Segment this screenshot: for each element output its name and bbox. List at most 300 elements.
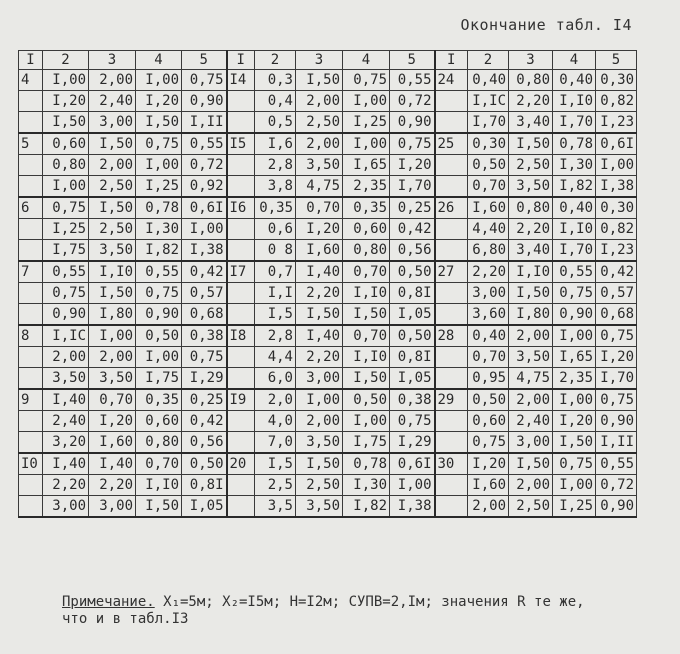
table-row [19, 453, 637, 475]
value-cell: 2,00 [509, 325, 553, 347]
table-row [19, 219, 637, 240]
value-cell: 0,70 [343, 261, 390, 283]
value-cell: I,00 [89, 325, 136, 347]
value-cell: I,20 [390, 155, 435, 176]
value-cell: 0,6 [255, 219, 296, 240]
row-number-cell [435, 432, 468, 454]
row-number-cell: 8 [19, 325, 43, 347]
value-cell: I,20 [553, 411, 596, 432]
value-cell: 0,55 [553, 261, 596, 283]
value-cell: I,82 [136, 240, 182, 262]
value-cell: 0,75 [43, 283, 89, 304]
value-cell: I,00 [390, 475, 435, 496]
value-cell: 2,00 [296, 133, 343, 155]
value-cell: 0,35 [136, 389, 182, 411]
value-cell: 0,60 [468, 411, 509, 432]
value-cell: 0,55 [596, 453, 637, 475]
value-cell: 0,4 [255, 91, 296, 112]
value-cell: 0,30 [596, 70, 637, 91]
value-cell: 0,78 [553, 133, 596, 155]
table-row [19, 347, 637, 368]
value-cell: I,23 [596, 240, 637, 262]
value-cell: 2,00 [468, 496, 509, 518]
value-cell: 0,6I [390, 453, 435, 475]
row-number-cell: I6 [227, 197, 255, 219]
value-cell: I,50 [89, 283, 136, 304]
value-cell: 4,0 [255, 411, 296, 432]
value-cell: 7,0 [255, 432, 296, 454]
value-cell: I,50 [43, 112, 89, 134]
value-cell: 0,57 [182, 283, 227, 304]
value-cell: 0,60 [136, 411, 182, 432]
table-row [19, 112, 637, 134]
value-cell: 2,0 [255, 389, 296, 411]
value-cell: I,30 [343, 475, 390, 496]
row-number-cell: 4 [19, 70, 43, 91]
header-row [19, 51, 637, 70]
value-cell: 2,20 [468, 261, 509, 283]
value-cell: I,5 [255, 304, 296, 326]
value-cell: 2,20 [509, 219, 553, 240]
value-cell: 0,72 [596, 475, 637, 496]
value-cell: 3,5 [255, 496, 296, 518]
row-number-cell: 6 [19, 197, 43, 219]
value-cell: 0,90 [136, 304, 182, 326]
value-cell: I,70 [390, 176, 435, 198]
value-cell: I,20 [468, 453, 509, 475]
value-cell: I,I0 [509, 261, 553, 283]
value-cell: I,40 [43, 453, 89, 475]
value-cell: I,50 [553, 432, 596, 454]
table-row [19, 91, 637, 112]
column-header: I [19, 51, 43, 70]
row-number-cell [19, 155, 43, 176]
row-number-cell [19, 304, 43, 326]
value-cell: 0,90 [182, 91, 227, 112]
value-cell: 0,30 [596, 197, 637, 219]
row-number-cell [227, 155, 255, 176]
value-cell: I,50 [296, 70, 343, 91]
value-cell: 0,72 [390, 91, 435, 112]
table-row [19, 325, 637, 347]
value-cell: 3,60 [468, 304, 509, 326]
value-cell: I,29 [390, 432, 435, 454]
footnote-line-2: что и в табл.I3 [62, 611, 189, 627]
value-cell: 0,35 [343, 197, 390, 219]
value-cell: I,25 [136, 176, 182, 198]
row-number-cell [435, 240, 468, 262]
value-cell: I,50 [343, 368, 390, 390]
value-cell: 0,82 [596, 91, 637, 112]
value-cell: I,82 [343, 496, 390, 518]
value-cell: 0,92 [182, 176, 227, 198]
row-number-cell [435, 411, 468, 432]
value-cell: 0,78 [136, 197, 182, 219]
value-cell: 2,20 [43, 475, 89, 496]
value-cell: 0,25 [182, 389, 227, 411]
value-cell: 0,60 [43, 133, 89, 155]
value-cell: 0,7 [255, 261, 296, 283]
value-cell: 0,3 [255, 70, 296, 91]
column-header: 3 [509, 51, 553, 70]
value-cell: 0,40 [468, 70, 509, 91]
value-cell: 3,50 [296, 155, 343, 176]
value-cell: 0,78 [343, 453, 390, 475]
value-cell: I,60 [468, 197, 509, 219]
value-cell: 0,80 [509, 70, 553, 91]
value-cell: I,25 [553, 496, 596, 518]
column-header: 3 [296, 51, 343, 70]
row-number-cell: 27 [435, 261, 468, 283]
column-header: 4 [136, 51, 182, 70]
row-number-cell [227, 347, 255, 368]
row-number-cell [435, 91, 468, 112]
value-cell: I,50 [509, 133, 553, 155]
value-cell: I,60 [468, 475, 509, 496]
row-number-cell: I5 [227, 133, 255, 155]
value-cell: I,05 [390, 304, 435, 326]
value-cell: I,5 [255, 453, 296, 475]
row-number-cell [435, 283, 468, 304]
value-cell: I,00 [136, 70, 182, 91]
row-number-cell [19, 347, 43, 368]
value-cell: 0,57 [596, 283, 637, 304]
value-cell: 0,95 [468, 368, 509, 390]
value-cell: I,00 [596, 155, 637, 176]
value-cell: 0,42 [182, 261, 227, 283]
value-cell: 0,55 [136, 261, 182, 283]
value-cell: I,38 [182, 240, 227, 262]
row-number-cell [227, 176, 255, 198]
value-cell: I,20 [136, 91, 182, 112]
table-row [19, 411, 637, 432]
value-cell: 0,56 [182, 432, 227, 454]
row-number-cell: 5 [19, 133, 43, 155]
value-cell: 2,40 [43, 411, 89, 432]
value-cell: 0 8 [255, 240, 296, 262]
value-cell: 0,75 [553, 453, 596, 475]
row-number-cell [435, 112, 468, 134]
value-cell: I,60 [296, 240, 343, 262]
value-cell: I,20 [296, 219, 343, 240]
row-number-cell [227, 475, 255, 496]
value-cell: 3,8 [255, 176, 296, 198]
value-cell: 0,75 [596, 389, 637, 411]
table-row [19, 70, 637, 91]
value-cell: I,70 [468, 112, 509, 134]
value-cell: I,75 [343, 432, 390, 454]
table-row [19, 197, 637, 219]
row-number-cell [435, 304, 468, 326]
value-cell: I,50 [509, 453, 553, 475]
row-number-cell [19, 432, 43, 454]
value-cell: I,23 [596, 112, 637, 134]
value-cell: I,IC [468, 91, 509, 112]
row-number-cell [19, 112, 43, 134]
value-cell: I,40 [296, 325, 343, 347]
column-header: 5 [596, 51, 637, 70]
value-cell: 0,75 [468, 432, 509, 454]
value-cell: 2,50 [509, 496, 553, 518]
value-cell: 0,80 [343, 240, 390, 262]
value-cell: I,I [255, 283, 296, 304]
value-cell: I,00 [136, 347, 182, 368]
value-cell: 0,56 [390, 240, 435, 262]
table-row [19, 176, 637, 198]
value-cell: 2,00 [89, 347, 136, 368]
value-cell: I,00 [343, 91, 390, 112]
value-cell: I,I0 [136, 475, 182, 496]
value-cell: 0,75 [390, 411, 435, 432]
value-cell: 3,00 [296, 368, 343, 390]
value-cell: 2,00 [89, 70, 136, 91]
value-cell: I,II [596, 432, 637, 454]
value-cell: 4,75 [296, 176, 343, 198]
value-cell: 0,70 [343, 325, 390, 347]
row-number-cell: I9 [227, 389, 255, 411]
value-cell: 0,50 [182, 453, 227, 475]
value-cell: 0,68 [182, 304, 227, 326]
value-cell: I,I0 [343, 283, 390, 304]
value-cell: 2,8 [255, 155, 296, 176]
table-caption: Окончание табл. I4 [460, 16, 632, 34]
row-number-cell [19, 176, 43, 198]
value-cell: 0,38 [182, 325, 227, 347]
value-cell: 0,75 [43, 197, 89, 219]
value-cell: I,60 [89, 432, 136, 454]
value-cell: I,25 [343, 112, 390, 134]
column-header: 4 [553, 51, 596, 70]
row-number-cell: I4 [227, 70, 255, 91]
value-cell: 0,50 [468, 155, 509, 176]
value-cell: 0,68 [596, 304, 637, 326]
row-number-cell [435, 155, 468, 176]
row-number-cell [227, 432, 255, 454]
table-row [19, 155, 637, 176]
value-cell: 2,40 [509, 411, 553, 432]
value-cell: I,70 [553, 240, 596, 262]
value-cell: I,20 [596, 347, 637, 368]
value-cell: I,20 [43, 91, 89, 112]
value-cell: 0,90 [596, 411, 637, 432]
value-cell: 0,25 [390, 197, 435, 219]
value-cell: I,75 [136, 368, 182, 390]
value-cell: 0,42 [390, 219, 435, 240]
value-cell: 2,50 [89, 176, 136, 198]
value-cell: 0,40 [468, 325, 509, 347]
value-cell: 3,50 [89, 368, 136, 390]
value-cell: 0,90 [596, 496, 637, 518]
value-cell: 3,00 [89, 496, 136, 518]
column-header: 2 [43, 51, 89, 70]
value-cell: 2,00 [509, 389, 553, 411]
table-row [19, 304, 637, 326]
row-number-cell [435, 496, 468, 518]
column-header: I [227, 51, 255, 70]
table-row [19, 133, 637, 155]
row-number-cell: 25 [435, 133, 468, 155]
row-number-cell: 9 [19, 389, 43, 411]
value-cell: 2,20 [89, 475, 136, 496]
value-cell: I,38 [390, 496, 435, 518]
footnote-line-1: X₁=5м; X₂=I5м; H=I2м; СУПВ=2,Iм; значения R те же, [154, 594, 585, 610]
value-cell: 3,00 [43, 496, 89, 518]
row-number-cell [227, 112, 255, 134]
value-cell: 4,40 [468, 219, 509, 240]
value-cell: 3,00 [89, 112, 136, 134]
row-number-cell [227, 304, 255, 326]
column-header: 2 [255, 51, 296, 70]
row-number-cell [19, 283, 43, 304]
value-cell: 3,00 [509, 432, 553, 454]
value-cell: 0,40 [553, 70, 596, 91]
value-cell: 0,50 [390, 261, 435, 283]
row-number-cell [227, 411, 255, 432]
row-number-cell [227, 219, 255, 240]
value-cell: 0,90 [390, 112, 435, 134]
value-cell: I,I0 [553, 91, 596, 112]
row-number-cell [19, 475, 43, 496]
row-number-cell: 7 [19, 261, 43, 283]
value-cell: 3,50 [509, 176, 553, 198]
value-cell: 0,80 [509, 197, 553, 219]
row-number-cell [435, 176, 468, 198]
value-cell: I,30 [553, 155, 596, 176]
value-cell: 0,5 [255, 112, 296, 134]
value-cell: I,30 [136, 219, 182, 240]
value-cell: I,40 [89, 453, 136, 475]
value-cell: 0,35 [255, 197, 296, 219]
value-cell: 2,35 [553, 368, 596, 390]
value-cell: 0,75 [553, 283, 596, 304]
table-row [19, 475, 637, 496]
value-cell: 0,70 [468, 176, 509, 198]
value-cell: 3,50 [43, 368, 89, 390]
value-cell: I,80 [509, 304, 553, 326]
value-cell: I,I0 [343, 347, 390, 368]
value-cell: I,80 [89, 304, 136, 326]
value-cell: 4,4 [255, 347, 296, 368]
row-number-cell: 30 [435, 453, 468, 475]
value-cell: 3,40 [509, 240, 553, 262]
row-number-cell: I8 [227, 325, 255, 347]
value-cell: 2,00 [296, 411, 343, 432]
value-cell: 2,20 [296, 283, 343, 304]
value-cell: I,00 [182, 219, 227, 240]
value-cell: I,29 [182, 368, 227, 390]
value-cell: I,50 [296, 304, 343, 326]
table-row [19, 432, 637, 454]
value-cell: 0,70 [136, 453, 182, 475]
column-header: 2 [468, 51, 509, 70]
value-cell: I,50 [343, 304, 390, 326]
value-cell: I,05 [390, 368, 435, 390]
value-cell: 6,80 [468, 240, 509, 262]
value-cell: I,50 [136, 496, 182, 518]
column-header: 3 [89, 51, 136, 70]
value-cell: 0,70 [468, 347, 509, 368]
value-cell: I,00 [343, 411, 390, 432]
value-cell: 0,75 [596, 325, 637, 347]
table-row [19, 240, 637, 262]
value-cell: I,70 [553, 112, 596, 134]
value-cell: I,38 [596, 176, 637, 198]
value-cell: 2,00 [509, 475, 553, 496]
value-cell: 3,20 [43, 432, 89, 454]
value-cell: 0,90 [43, 304, 89, 326]
value-cell: 2,50 [296, 475, 343, 496]
value-cell: 3,50 [509, 347, 553, 368]
table-row [19, 496, 637, 518]
row-number-cell: 28 [435, 325, 468, 347]
value-cell: I,00 [553, 325, 596, 347]
value-cell: 3,00 [468, 283, 509, 304]
table-row [19, 389, 637, 411]
value-cell: 4,75 [509, 368, 553, 390]
value-cell: 0,50 [390, 325, 435, 347]
row-number-cell: 24 [435, 70, 468, 91]
row-number-cell: 29 [435, 389, 468, 411]
value-cell: I,05 [182, 496, 227, 518]
row-number-cell [19, 240, 43, 262]
value-cell: I,40 [296, 261, 343, 283]
value-cell: 0,38 [390, 389, 435, 411]
value-cell: 0,75 [136, 133, 182, 155]
value-cell: I,25 [43, 219, 89, 240]
value-cell: 0,75 [136, 283, 182, 304]
value-cell: 0,82 [596, 219, 637, 240]
value-cell: 0,70 [296, 197, 343, 219]
row-number-cell [19, 496, 43, 518]
value-cell: 2,50 [89, 219, 136, 240]
value-cell: 2,40 [89, 91, 136, 112]
row-number-cell [19, 368, 43, 390]
row-number-cell: 26 [435, 197, 468, 219]
value-cell: 2,00 [89, 155, 136, 176]
value-cell: I,70 [596, 368, 637, 390]
value-cell: 0,75 [390, 133, 435, 155]
value-cell: 2,00 [296, 91, 343, 112]
row-number-cell: 20 [227, 453, 255, 475]
value-cell: I,00 [553, 389, 596, 411]
value-cell: I,50 [89, 197, 136, 219]
table-row [19, 261, 637, 283]
row-number-cell [435, 347, 468, 368]
value-cell: I,00 [43, 70, 89, 91]
value-cell: I,65 [343, 155, 390, 176]
value-cell: I,65 [553, 347, 596, 368]
row-number-cell [227, 368, 255, 390]
value-cell: 0,50 [468, 389, 509, 411]
column-header: I [435, 51, 468, 70]
row-number-cell [19, 219, 43, 240]
value-cell: 0,40 [553, 197, 596, 219]
value-cell: 0,8I [390, 347, 435, 368]
value-cell: I,00 [553, 475, 596, 496]
value-cell: 0,72 [182, 155, 227, 176]
value-cell: I,00 [43, 176, 89, 198]
value-cell: 0,42 [596, 261, 637, 283]
value-cell: I,00 [136, 155, 182, 176]
value-cell: I,50 [136, 112, 182, 134]
value-cell: 0,90 [553, 304, 596, 326]
value-cell: I,00 [296, 389, 343, 411]
value-cell: I,00 [343, 133, 390, 155]
value-cell: 0,70 [89, 389, 136, 411]
value-cell: 2,8 [255, 325, 296, 347]
value-cell: 0,75 [182, 347, 227, 368]
value-cell: 0,55 [390, 70, 435, 91]
